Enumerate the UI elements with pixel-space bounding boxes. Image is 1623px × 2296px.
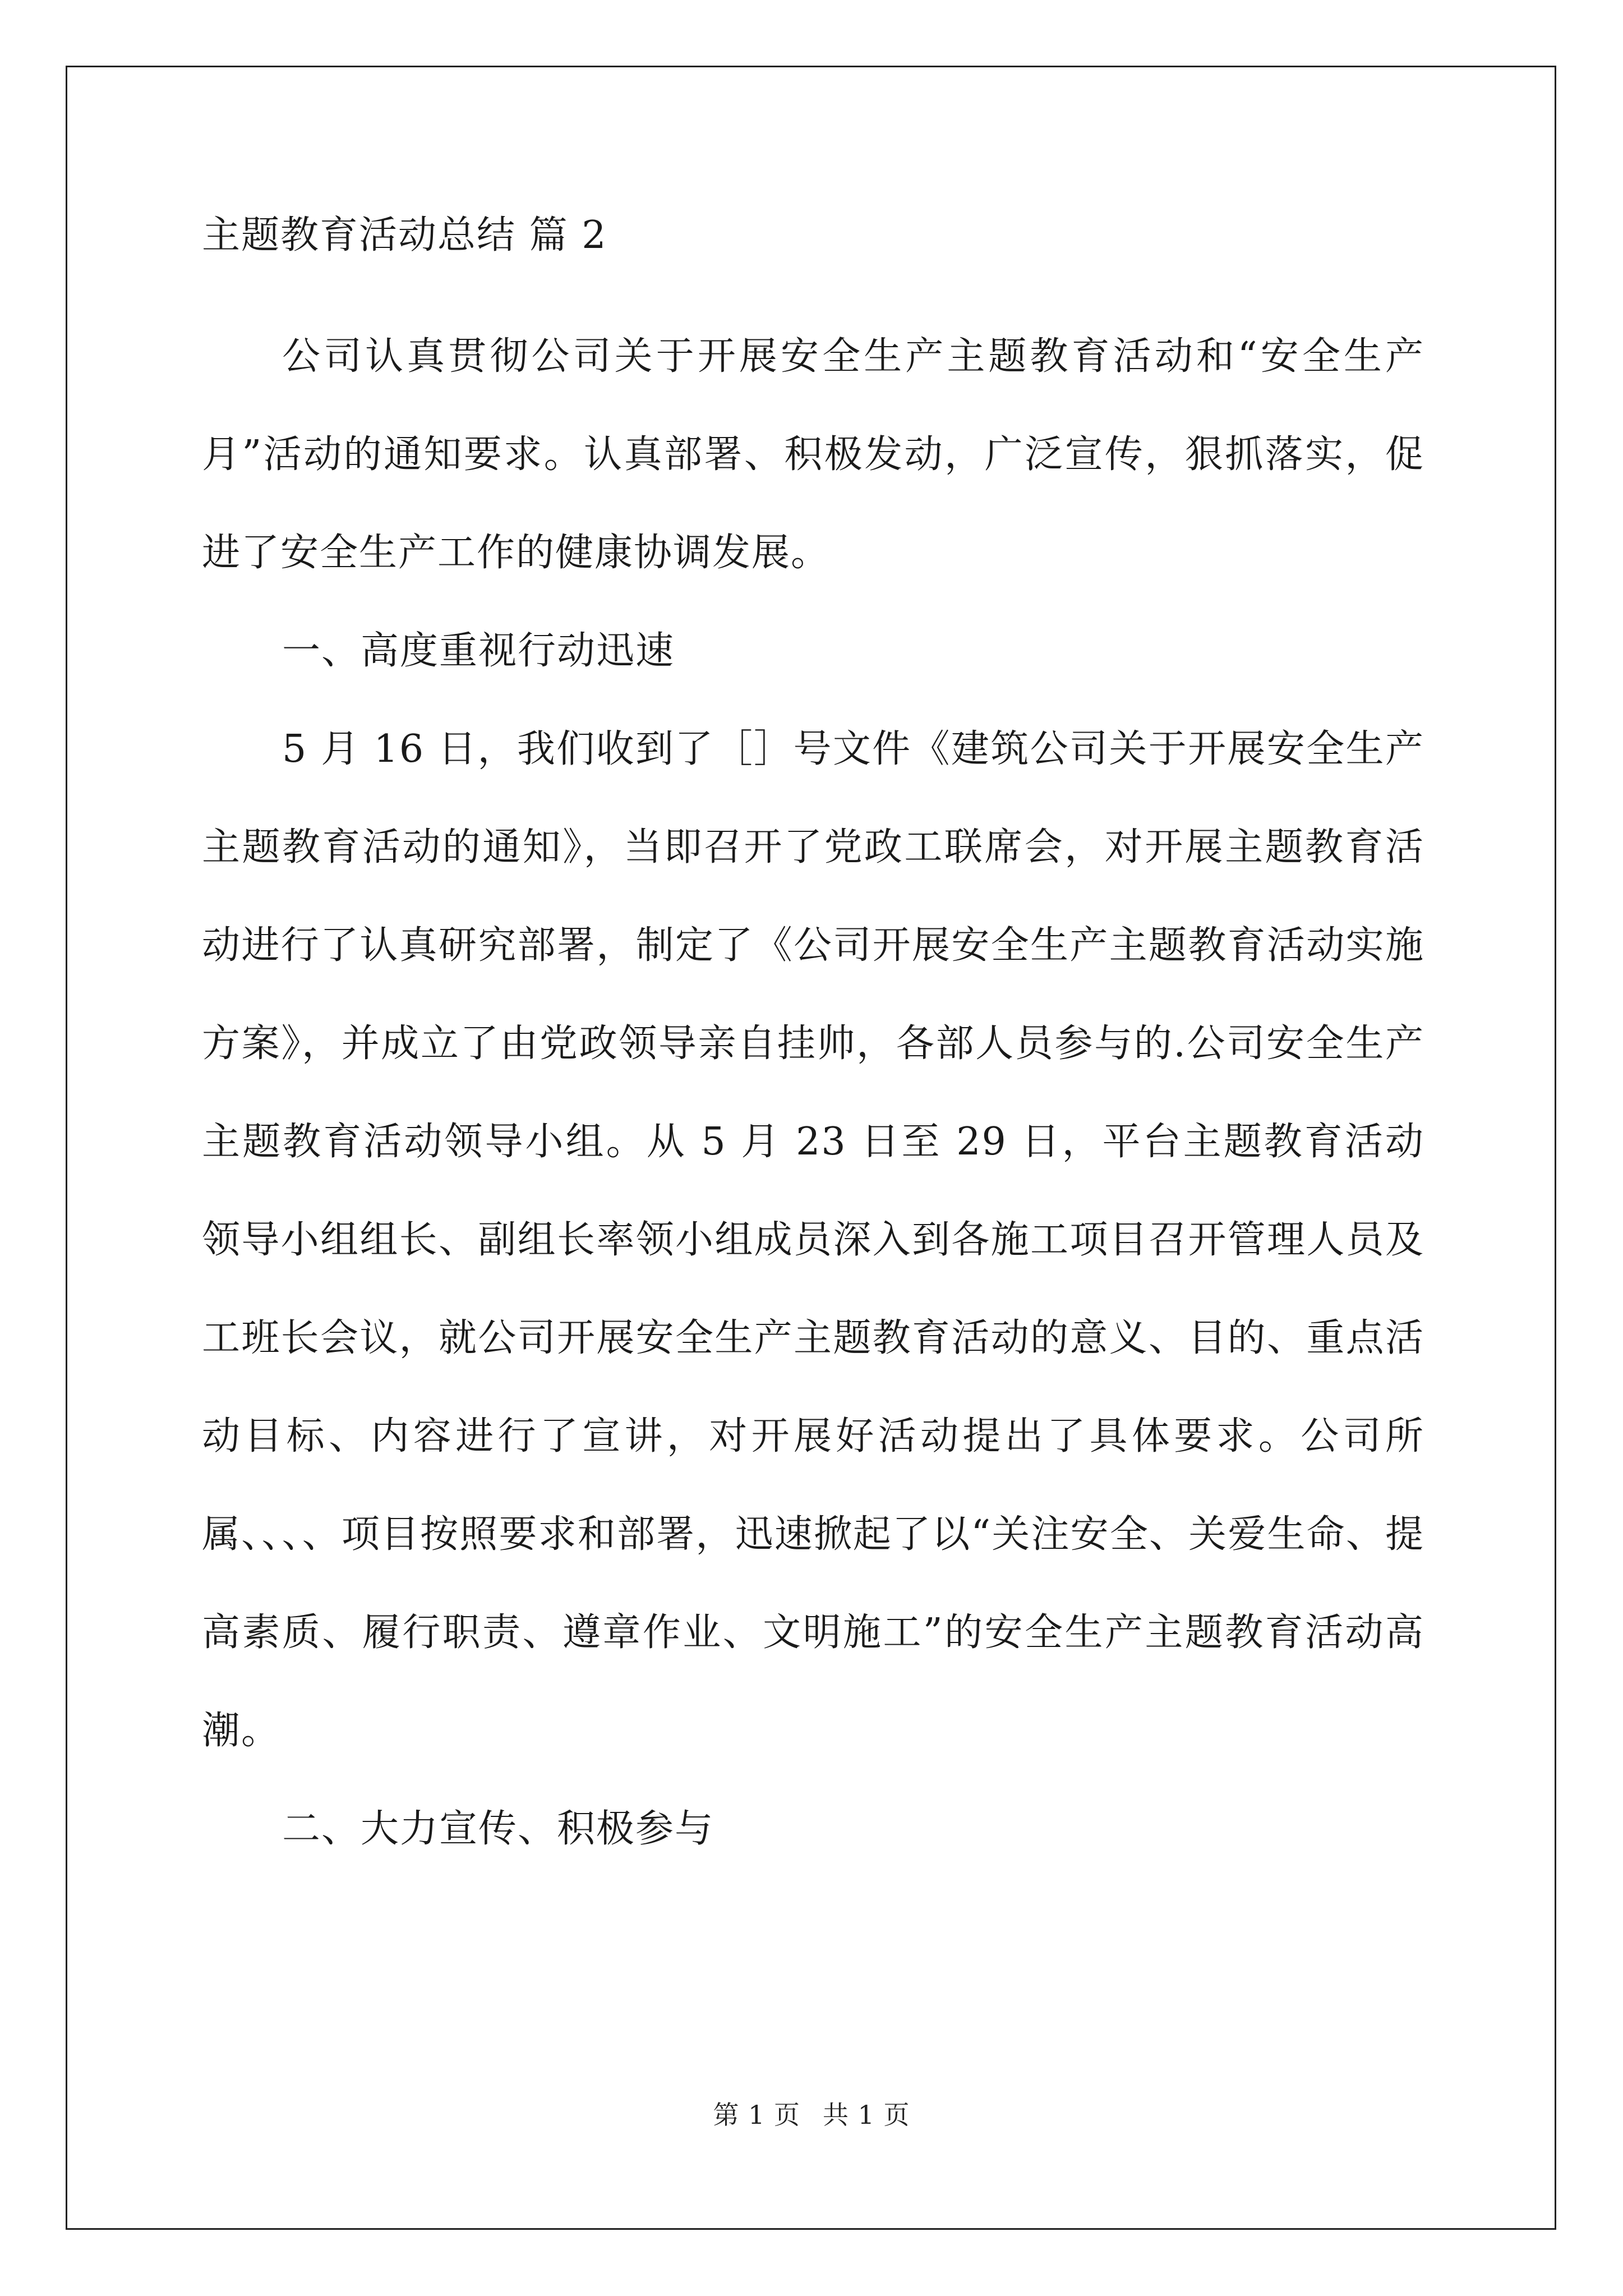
section-heading-2: 二、大力宣传、积极参与 xyxy=(282,1807,714,1851)
page-number-current: 第 1 页 xyxy=(713,2100,800,2130)
section-heading-1: 一、高度重视行动迅速 xyxy=(282,629,675,673)
page-number-total: 共 1 页 xyxy=(823,2100,910,2130)
page-footer xyxy=(0,2098,1623,2132)
paragraph-intro: 公司认真贯彻公司关于开展安全生产主题教育活动和“安全生产月”活动的通知要求。认真部署、积极发动，广泛宣传，狠抓落实，促进了安全生产工作的健康协调发展。 xyxy=(202,334,1425,575)
paragraph-section-1: 5 月 16 日，我们收到了［］号文件《建筑公司关于开展安全生产主题教育活动的通知》，当即召开了党政工联席会，对开展主题教育活动进行了认真研究部署，制定了《公司开展安全生产主题教育活动实施方案》，并成立了由党政领导亲自挂帅，各部人员参与的.公司安全生产主题教育活动领导小组。从 5 月 23 日至 29 日，平台主题教育活动领导小组组长、副组长率领小组成员深入到各施工项目召开管理人员及工班长会议，就公司开展安全生产主题教育活动的意义、目的、重点活动目标、内容进行了宣讲，对开展好活动提出了具体要求。公司所属、、、、项目按照要求和部署，迅速掀起了以“关注安全、关爱生命、提高素质、履行职责、遵章作业、文明施工”的安全生产主题教育活动高潮。 xyxy=(202,727,1424,1753)
document-body xyxy=(202,208,1424,1878)
document-title: 主题教育活动总结 篇 2 xyxy=(202,213,607,257)
